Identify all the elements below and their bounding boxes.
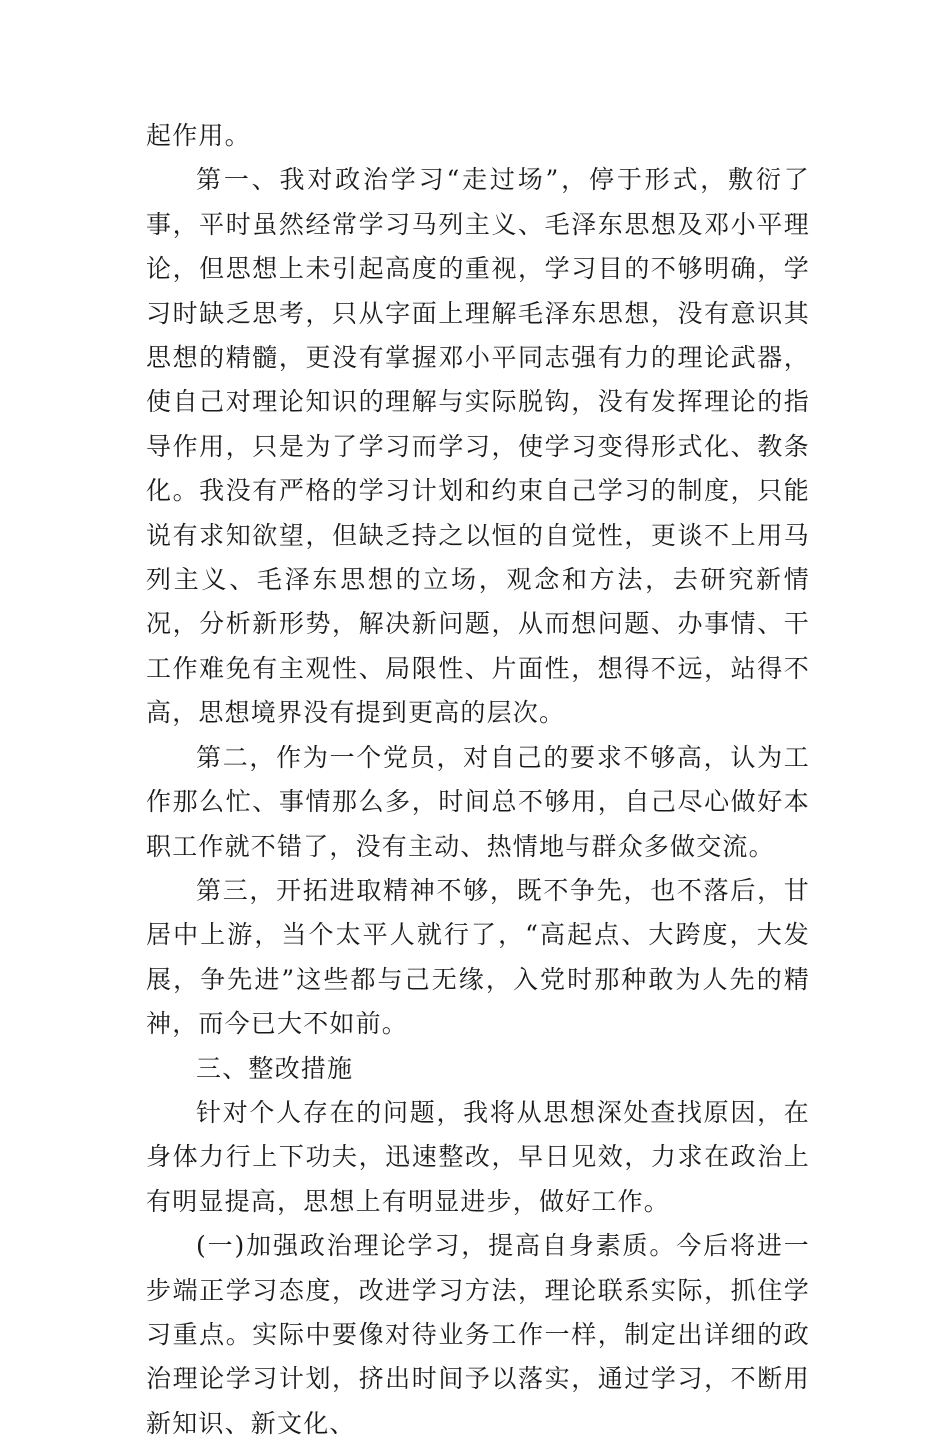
paragraph-rectification-intro: 针对个人存在的问题，我将从思想深处查找原因，在身体力行上下功夫，迅速整改，早日见效，力求在政治上有明显提高，思想上有明显进步，做好工作。 [146, 1097, 810, 1216]
paragraph-point-one: 第一、我对政治学习“走过场”，停于形式，敷衍了事，平时虽然经常学习马列主义、毛泽东思想及邓小平理论，但思想上未引起高度的重视，学习目的不够明确，学习时缺乏思考，只从字面上理解毛泽东思想，没有意识其思想的精髓，更没有掌握邓小平同志强有力的理论武器，使自己对理论知识的理解与实际脱钩，没有发挥理论的指导作用，只是为了学习而学习，使学习变得形式化、教条化。我没有严格的学习计划和约束自己学习的制度，只能说有求知欲望，但缺乏持之以恒的自觉性，更谈不上用马列主义、毛泽东思想的立场，观念和方法，去研究新情况，分析新形势，解决新问题，从而想问题、办事情、干工作难免有主观性、局限性、片面性，想得不远，站得不高，思想境界没有提到更高的层次。 [146, 165, 810, 728]
paragraph-point-two: 第二，作为一个党员，对自己的要求不够高，认为工作那么忙、事情那么多，时间总不够用，自己尽心做好本职工作就不错了，没有主动、热情地与群众多做交流。 [146, 742, 810, 861]
paragraph-measure-one: (一)加强政治理论学习，提高自身素质。今后将进一步端正学习态度，改进学习方法，理论联系实际，抓住学习重点。实际中要像对待业务工作一样，制定出详细的政治理论学习计划，挤出时间予以落实，通过学习，不断用新知识、新文化、 [146, 1231, 810, 1438]
section-heading-rectification: 三、整改措施 [196, 1053, 354, 1083]
document-body [146, 114, 810, 1446]
paragraph-point-three: 第三，开拓进取精神不够，既不争先，也不落后，甘居中上游，当个太平人就行了，“高起点、大跨度，大发展，争先进”这些都与己无缘，入党时那种敢为人先的精神，而今已大不如前。 [146, 875, 810, 1039]
paragraph-continuation: 起作用。 [146, 121, 251, 150]
